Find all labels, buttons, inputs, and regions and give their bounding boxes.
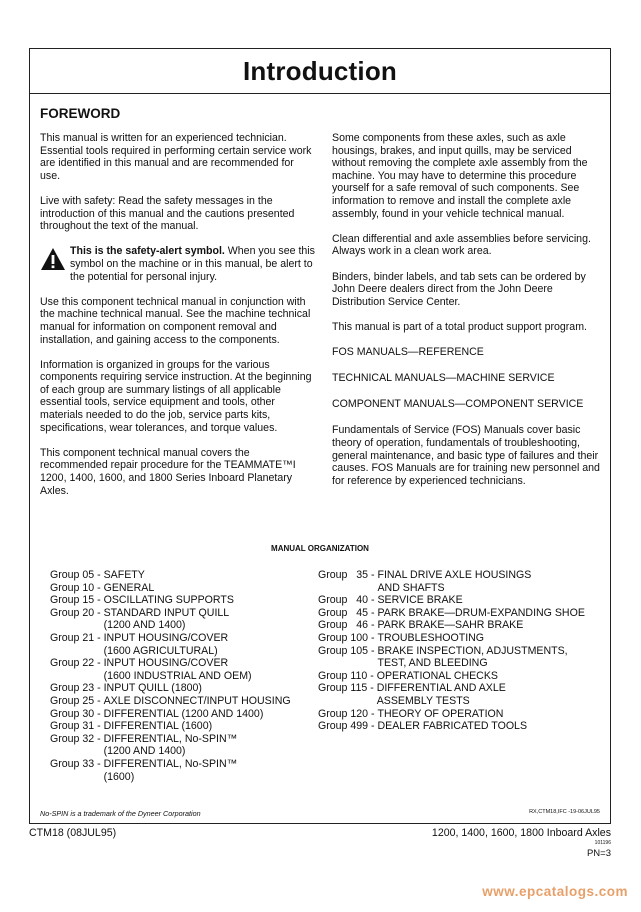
group-number: Group 32 - — [50, 732, 104, 745]
group-title-main: DIFFERENTIAL (1200 AND 1400) — [103, 707, 264, 720]
group-title-main: STANDARD INPUT QUILL — [103, 606, 230, 619]
paragraph: Clean differential and axle assemblies before servicing. Always work in a clean work area. — [332, 232, 591, 258]
group-title-sub: TEST, AND BLEEDING — [377, 657, 488, 670]
group-number: Group 105 - — [318, 644, 378, 657]
group-title-main: PARK BRAKE—DRUM-EXPANDING SHOE — [377, 606, 585, 619]
organization-group-item — [50, 695, 320, 708]
paragraph: Binders, binder labels, and tab sets can be ordered by John Deere dealers direct from the John Deere Distribution Service Center. — [332, 270, 586, 308]
page-number: PN=3 — [586, 848, 611, 859]
group-number: Group 21 - — [50, 631, 104, 644]
paragraph: Fundamentals of Service (FOS) Manuals cover basic theory of operation, fundamentals of troubleshooting, general maintenance, and basic type of failures and their causes. FOS Manuals are for training new personnel and for reference by experienced technicians. — [332, 424, 600, 487]
group-number: Group 33 - — [50, 757, 104, 770]
group-title — [377, 720, 608, 733]
group-title-main: DIFFERENTIAL, No-SPIN™ — [103, 757, 238, 770]
organization-group-item — [318, 607, 608, 620]
organization-list-right — [318, 569, 608, 733]
group-number: Group 499 - — [318, 720, 378, 733]
paragraph: Information is organized in groups for the various components requiring service instruction. At the beginning of each group are summary listings of all applicable essential tools, service equipment and tools, other materials needed to do the job, service parts kits, specifications, wear tolerances, and torque values. — [40, 358, 312, 434]
organization-title: MANUAL ORGANIZATION — [271, 544, 369, 553]
group-title — [104, 657, 320, 682]
group-title — [377, 607, 608, 620]
organization-group-item — [318, 670, 608, 683]
safety-text — [70, 245, 315, 283]
organization-group-item — [50, 632, 320, 657]
paragraph: Some components from these axles, such as axle housings, brakes, and input quills, may be serviced without removing the complete axle assembly from the machine. You may have to determine this procedure yourself for a safe removal of such components. See information to remove and install the complete axle assembly, found in your vehicle technical manual. — [332, 132, 588, 220]
organization-list-left — [50, 569, 320, 783]
group-title-main: SERVICE BRAKE — [377, 594, 463, 607]
content-box — [29, 94, 611, 824]
footer-title: 1200, 1400, 1600, 1800 Inboard Axles — [431, 827, 611, 839]
paragraph: Use this component technical manual in conjunction with the machine technical manual. See the machine technical manual for information on component removal and installation, and gaining access to the components. — [40, 295, 311, 346]
group-title — [104, 632, 320, 657]
group-title — [377, 645, 608, 670]
paragraph: Live with safety: Read the safety messages in the introduction of this manual and the cautions presented throughout the text of the manual. — [40, 194, 295, 233]
group-number: Group 35 - — [318, 569, 378, 581]
group-title — [104, 720, 320, 733]
paragraph: This manual is written for an experienced technician. Essential tools required in performing certain service work are identified in this manual and are recommended for use. — [40, 132, 312, 182]
fos-line: COMPONENT MANUALS—COMPONENT SERVICE — [332, 398, 584, 411]
paragraph: This manual is part of a total product support program. — [332, 320, 587, 333]
group-number: Group 05 - — [50, 569, 104, 581]
organization-group-item — [50, 720, 320, 733]
group-title-main: DIFFERENTIAL (1600) — [103, 720, 213, 733]
group-title — [104, 733, 320, 758]
fos-line: TECHNICAL MANUALS—MACHINE SERVICE — [332, 372, 555, 385]
group-title — [377, 569, 608, 594]
group-title — [104, 594, 320, 607]
group-title — [104, 708, 320, 721]
safety-alert-note — [40, 245, 315, 283]
document-reference: RX,CTM18,IFC -19-06JUL95 — [529, 809, 600, 815]
group-title — [104, 607, 320, 632]
safety-alert-icon — [40, 247, 66, 271]
footer-code: 101196 — [594, 840, 611, 846]
group-title-main: INPUT HOUSING/COVER — [103, 657, 229, 670]
title-box — [29, 48, 611, 94]
page-title: Introduction — [242, 55, 398, 86]
safety-rest-text: When you see this symbol on the machine or in this manual, be alert to the potential for personal injury. — [70, 245, 315, 283]
organization-group-item — [50, 569, 320, 582]
group-title-main: SAFETY — [103, 569, 145, 581]
group-title — [377, 619, 608, 632]
group-number: Group 20 - — [50, 606, 104, 619]
organization-group-item — [318, 632, 608, 645]
group-number: Group 31 - — [50, 720, 104, 733]
organization-group-item — [50, 594, 320, 607]
organization-group-item — [318, 594, 608, 607]
group-number: Group 10 - — [50, 581, 104, 594]
group-title — [104, 758, 320, 783]
group-title-main: INPUT QUILL (1800) — [103, 682, 202, 695]
organization-group-item — [318, 682, 608, 707]
safety-bold-text: This is the safety-alert symbol. — [70, 245, 225, 258]
group-title-main: THEORY OF OPERATION — [377, 707, 504, 720]
organization-group-item — [50, 758, 320, 783]
right-column — [332, 132, 602, 500]
group-number: Group 100 - — [318, 631, 378, 644]
group-number: Group 23 - — [50, 682, 104, 695]
group-title — [377, 682, 608, 707]
group-title-main: OSCILLATING SUPPORTS — [103, 594, 234, 607]
group-title — [104, 695, 320, 708]
organization-group-item — [50, 582, 320, 595]
group-title-sub: (1200 AND 1400) — [103, 619, 186, 632]
group-title-main: DEALER FABRICATED TOOLS — [377, 720, 528, 733]
organization-group-item — [50, 708, 320, 721]
organization-group-item — [318, 708, 608, 721]
group-title — [104, 682, 320, 695]
group-number: Group 15 - — [50, 594, 104, 607]
section-heading: FOREWORD — [40, 106, 121, 121]
group-title — [377, 594, 608, 607]
group-number: Group 110 - — [318, 669, 377, 682]
group-number: Group 46 - — [318, 619, 378, 632]
group-title-main: DIFFERENTIAL AND AXLE — [376, 682, 506, 695]
group-title — [377, 632, 608, 645]
trademark-note: No-SPIN is a trademark of the Dyneer Corporation — [40, 809, 201, 818]
group-number: Group 115 - — [318, 682, 377, 695]
group-title-sub: (1600) — [103, 770, 135, 783]
group-title-main: DIFFERENTIAL, No-SPIN™ — [103, 732, 238, 745]
group-title-main: GENERAL — [103, 581, 155, 594]
group-title — [104, 582, 320, 595]
left-column — [40, 132, 315, 510]
group-title-sub: (1200 AND 1400) — [103, 745, 186, 758]
footer-manual-id: CTM18 (08JUL95) — [29, 827, 117, 839]
group-title-main: BRAKE INSPECTION, ADJUSTMENTS, — [377, 644, 568, 657]
group-title — [377, 670, 608, 683]
group-title-main: OPERATIONAL CHECKS — [376, 669, 498, 682]
group-number: Group 45 - — [318, 606, 378, 619]
group-number: Group 22 - — [50, 657, 104, 670]
organization-group-item — [50, 682, 320, 695]
organization-group-item — [318, 720, 608, 733]
fos-line: FOS MANUALS—REFERENCE — [332, 346, 484, 359]
group-number: Group 25 - — [50, 694, 104, 707]
group-title — [377, 708, 608, 721]
watermark: www.epcatalogs.com — [482, 884, 628, 899]
organization-group-item — [318, 619, 608, 632]
organization-group-item — [50, 657, 320, 682]
group-number: Group 40 - — [318, 594, 378, 607]
group-title-sub: AND SHAFTS — [377, 581, 445, 594]
group-title-main: TROUBLESHOOTING — [377, 631, 485, 644]
group-title-main: AXLE DISCONNECT/INPUT HOUSING — [103, 694, 291, 707]
group-title — [104, 569, 320, 582]
group-title-sub: (1600 INDUSTRIAL AND OEM) — [103, 669, 252, 682]
organization-group-item — [318, 645, 608, 670]
group-title-main: INPUT HOUSING/COVER — [103, 631, 229, 644]
group-number: Group 120 - — [318, 707, 378, 720]
group-title-main: FINAL DRIVE AXLE HOUSINGS — [377, 569, 532, 581]
organization-group-item — [50, 733, 320, 758]
group-title-main: PARK BRAKE—SAHR BRAKE — [377, 619, 524, 632]
group-title-sub: ASSEMBLY TESTS — [376, 694, 470, 707]
paragraph: This component technical manual covers the recommended repair procedure for the TEAMMATE™I 1200, 1400, 1600, and 1800 Series Inboard Planetary Axles. — [40, 446, 296, 497]
group-title-sub: (1600 AGRICULTURAL) — [103, 644, 218, 657]
organization-group-item — [318, 569, 608, 594]
group-number: Group 30 - — [50, 707, 104, 720]
organization-group-item — [50, 607, 320, 632]
